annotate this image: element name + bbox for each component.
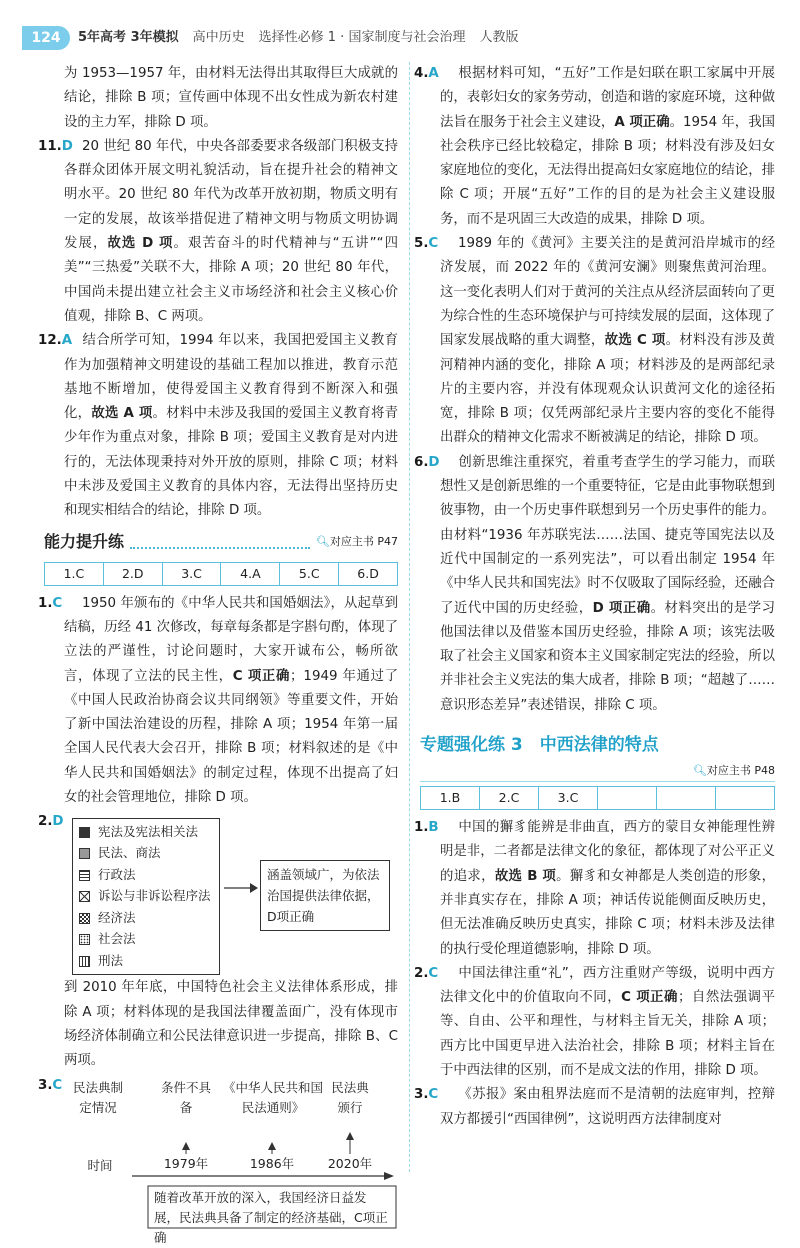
- page-number: 124: [22, 26, 70, 50]
- search-icon: 🔍︎: [692, 764, 707, 778]
- topic-answer-2: 2.C 中国法律注重“礼”，西方注重财产等级，说明中西方法律文化中的价值取向不同，C 项正确；自然法强调平等、自由、公平和理性，与材料主旨无关，排除 A 项；西方比中国更早进入法治社会，排除 B 项；材料主旨在于中西法律的区别，而不是成文法的作用，排除 D 项。: [414, 965, 775, 1078]
- answer-5: 5.C 1989 年的《黄河》主要关注的是黄河沿岸城市的经济发展，而 2022 年的《黄河安澜》则聚焦黄河治理。这一变化表明人们对于黄河的关注点从经济层面转向了更为综合性的生态环境保护与可持续发展的层面，这体现了国家发展战略的重大调整，故选 C 项。材料没有涉及黄河精神内涵的变化，排除 A 项；材料涉及的是两部纪录片的主要内容，并没有体现观众认识黄河文化的途径拓宽，排除 B 项；仅凭两部纪录片主要内容的变化不能得出群众的精神文化需求不断被满足的结论，排除 D 项。: [414, 236, 776, 446]
- answer-key-cell: 6.D: [357, 565, 379, 581]
- timeline-row-label: 民法典制定情况: [72, 1079, 123, 1115]
- legend-item: 刑法: [79, 950, 213, 972]
- column-divider: [409, 62, 410, 1172]
- search-icon: 🔍︎: [315, 535, 330, 549]
- answer-key-cell: [716, 787, 774, 809]
- legend-item: 宪法及宪法相关法: [79, 821, 213, 843]
- series-title: 5年高考 3年模拟: [78, 30, 179, 45]
- topic-answer-1: 1.B 中国的獬豸能辨是非曲直，西方的蒙目女神能理性辨明是非，二者都是法律文化的象征，都体现了对公平正义的追求，故选 B 项。獬豸和女神都是人类创造的形象，并非真实存在，排除 A 项；神话传说能侧面反映历史，但无法准确反映历史真实，排除 C 项；材料未涉及法律的执行受伦理道德影响，排除 D 项。: [414, 820, 776, 957]
- answer-key-cell: [598, 787, 657, 809]
- continued-text: 为 1953—1957 年，由材料无法得出其取得巨大成就的结论，排除 B 项；宣传画中体现不出女性成为新农村建设的主力军，排除 D 项。: [64, 66, 398, 130]
- legend: [72, 818, 220, 975]
- header-title: [78, 26, 532, 50]
- left-column: 为 1953—1957 年，由材料无法得出其取得巨大成就的结论，排除 B 项；宣传画中体现不出女性成为新农村建设的主力军，排除 D 项。 11.D 20 世纪 80 年代，中央各部委要求各级部门积极支持各群众团体开展文明礼貌活动，旨在提升社会的精神文明水平。20 世纪 80 年代为改革开放初期，物质文明有一定的发展，故该举措促进了精神文明与物质文明协调发展，故选 D 项。艰苦奋斗的时代精神与“五讲”“四美”“三热爱”关联不大，排除 A 项；20 世纪 80 年代，中国尚未提出建立社会主义市场经济和社会主义核心价值观，排除 B、C 两项。 12.A 结合所学可知，1994 年以来，我国把爱国主义教育作为加强精神文明建设的基础工程加以推进，教育示范基地不断增加，使得爱国主义教育得到不断深入和强化，故选 A 项。材料中未涉及我国的爱国主义教育将青少年作为重点对象，排除 B 项；爱国主义教育是对内进行的，无法体现秉持对外开放的原则，排除 C 项；材料中未涉及爱国主义教育的具体内容，无法得出坚持历史和现实相结合的结论，排除 D 项。 能力提升练 🔍︎对应主书 P47 1.C 2.D 3.C 4.A 5.C 6.D 1.C 1950 年颁布的《中华人民共和国婚姻法》，从起草到结稿，历经 41 次修改，每章每条都是字斟句酌，体现了立法的严谨性，讨论问题时，大家开诚布公，畅所欲言，体现了立法的民主性，C 项正确；1949 年通过了《中国人民政治协商会议共同纲领》等重要文件，开始了新中国法治建设的历程，排除 A 项；1954 年第一届全国人民代表大会召开，排除 B 项；材料叙述的是《中华人民共和国婚姻法》的制定过程，体现不出提高了妇女的社会管理地位，排除 D 项。 2.D 宪法及宪法相关法 民法、商法 行政法 诉讼与非诉讼程序法 经济法 社会法 刑法 涵盖领域广，为依法治国提供法律依据，D项正确 到 2010 年年底，中国特色社会主义法律体系形成，排除 A 项；材料体现的是我国法律覆盖面广，没有体现市场经济体制确立和公民法律意识进一步提高，排除 B、C 两项。 3.C 民法典制定情况 条件不具备 《中华人民共和国民法通则》 民法典颁行 时间 1979年 1986年 2020年 随着改革开放的深入，我国经济日益发展，民法典具备了制定的经济基础，C项正确: [44, 62, 398, 1230]
- timeline-year: 1986年: [246, 1154, 298, 1174]
- timeline-caption: 随着改革开放的深入，我国经济日益发展，民法典具备了制定的经济基础，C项正确: [154, 1189, 388, 1245]
- arrow-icon: [224, 878, 258, 898]
- timeline-event: 条件不具备: [160, 1079, 211, 1115]
- answer-2-text: 到 2010 年年底，中国特色社会主义法律体系形成，排除 A 项；材料体现的是我国法律覆盖面广，没有体现市场经济体制确立和公民法律意识进一步提高，排除 B、C 两项。: [64, 980, 398, 1069]
- timeline-year: 2020年: [324, 1154, 376, 1174]
- section-ref: 对应主书 P47: [329, 535, 398, 549]
- answer-key-cell: 1.B: [421, 787, 480, 809]
- civil-code-timeline: [64, 1078, 398, 1245]
- answer-11: 11.D 20 世纪 80 年代，中央各部委要求各级部门积极支持各群众团体开展文明礼貌活动，旨在提升社会的精神文明水平。20 世纪 80 年代为改革开放初期，物质文明有一定的发展，故该举措促进了精神文明与物质文明协调发展，故选 D 项。艰苦奋斗的时代精神与“五讲”“四美”“三热爱”关联不大，排除 A 项；20 世纪 80 年代，中国尚未提出建立社会主义市场经济和社会主义核心价值观，排除 B、C 两项。: [38, 138, 399, 324]
- legend-item: 民法、商法: [79, 843, 213, 865]
- legend-item: 社会法: [79, 929, 213, 951]
- conclusion-box: 涵盖领域广，为依法治国提供法律依据，D项正确: [260, 860, 390, 931]
- answer-key-cell: [657, 787, 716, 809]
- subject: 高中历史: [192, 30, 245, 45]
- book-title: 选择性必修 1 · 国家制度与社会治理: [258, 30, 466, 45]
- answer-key-cell: 4.A: [221, 563, 280, 585]
- answer-key-cell: 2.D: [104, 563, 163, 585]
- answer-key-table: [420, 786, 775, 810]
- answer-12: 12.A 结合所学可知，1994 年以来，我国把爱国主义教育作为加强精神文明建设的基础工程加以推进，教育示范基地不断增加，使得爱国主义教育得到不断深入和强化，故选 A 项。材料中未涉及我国的爱国主义教育将青少年作为重点对象，排除 B 项；爱国主义教育是对内进行的，无法体现秉持对外开放的原则，排除 C 项；材料中未涉及爱国主义教育的具体内容，无法得出坚持历史和现实相结合的结论，排除 D 项。: [38, 333, 399, 519]
- right-column: [414, 62, 776, 1132]
- answer-key-cell: 3.C: [539, 787, 598, 809]
- answer-key-cell: 3.C: [163, 563, 222, 585]
- legend-item: 行政法: [79, 864, 213, 886]
- timeline-year: 1979年: [160, 1154, 212, 1174]
- edition: 人教版: [479, 30, 519, 45]
- legend-item: 经济法: [79, 907, 213, 929]
- topic-section-title: 专题强化练 3 中西法律的特点: [420, 735, 659, 756]
- answer-key-cell: 1.C: [45, 563, 104, 585]
- timeline-event: 民法典颁行: [331, 1079, 369, 1115]
- law-system-diagram: [64, 814, 398, 974]
- section-title: 能力提升练: [44, 532, 125, 552]
- answer-4: 4.A 根据材料可知，“五好”工作是妇联在职工家属中开展的，表彰妇女的家务劳动，创造和谐的家庭环境，这种做法旨在服务于社会主义建设，A 项正确。1954 年，我国社会秩序已经比较稳定，排除 B 项；材料没有涉及妇女家庭地位的变化，无法得出提高妇女家庭地位的结论，排除 C 项；开展“五好”工作的目的是为社会主义建设服务，而不是巩固三大改造的成果，排除 D 项。: [414, 66, 775, 227]
- legend-item: 诉讼与非诉讼程序法: [79, 886, 213, 908]
- answer-1: 1.C 1950 年颁布的《中华人民共和国婚姻法》，从起草到结稿，历经 41 次修改，每章每条都是字斟句酌，体现了立法的严谨性，讨论问题时，大家开诚布公，畅所欲言，体现了立法的民主性，C 项正确；1949 年通过了《中国人民政治协商会议共同纲领》等重要文件，开始了新中国法治建设的历程，排除 A 项；1954 年第一届全国人民代表大会召开，排除 B 项；材料叙述的是《中华人民共和国婚姻法》的制定过程，体现不出提高了妇女的社会管理地位，排除 D 项。: [38, 595, 399, 806]
- topic-answer-3: 3.C 《苏报》案由租界法庭而不是清朝的法庭审判，控辩双方都援引“西国律例”，这说明西方法律制度对: [414, 1087, 775, 1127]
- answer-key-cell: 2.C: [480, 787, 539, 809]
- timeline-event: 《中华人民共和国民法通则》: [222, 1079, 323, 1115]
- timeline-time-label: 时间: [87, 1157, 113, 1173]
- section-ref: 对应主书 P48: [706, 764, 775, 778]
- answer-key-table: [44, 562, 398, 586]
- answer-6: 6.D 创新思维注重探究，着重考查学生的学习能力，而联想性又是创新思维的一个重要特征，它是由此事物联想到彼事物，由一个历史事件联想到另一个历史事件的能力。由材料“1936 年苏联宪法……法国、捷克等国宪法以及近代中国制定的一系列宪法”，可以看出制定 1954 年《中华人民共和国宪法》时不仅吸取了国际经验，还融合了近代中国的历史经验，D 项正确。材料突出的是学习他国法律以及借鉴本国历史经验，排除 A 项；该宪法吸取了社会主义国家和资本主义国家制定宪法的经验，所以并非社会主义宪法的集大成者，排除 B 项；“超越了……意识形态差异”表述错误，排除 C 项。: [414, 454, 776, 713]
- answer-key-cell: 5.C: [280, 563, 339, 585]
- page-header: [0, 26, 800, 52]
- section-heading: [44, 528, 398, 558]
